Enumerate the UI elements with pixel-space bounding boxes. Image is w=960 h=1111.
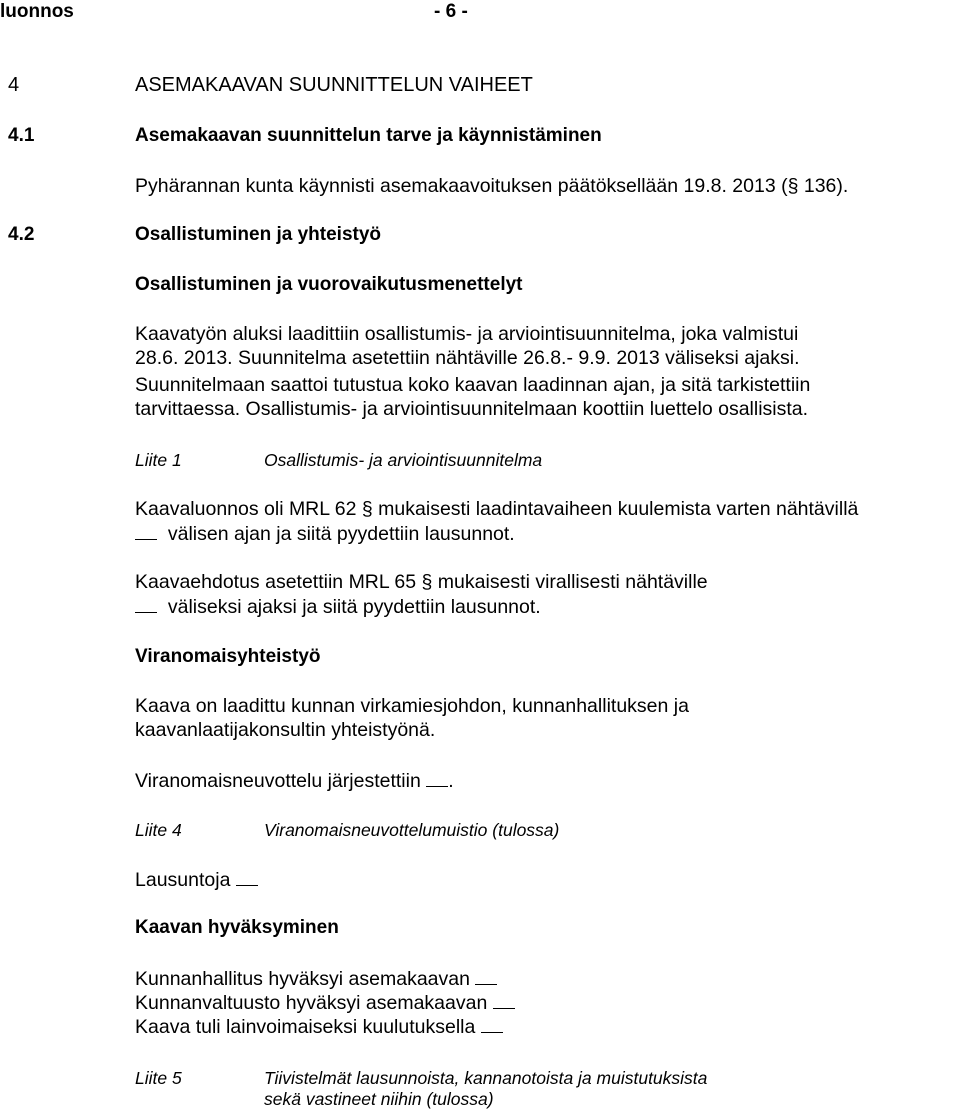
blank-field	[135, 594, 157, 613]
header-rule	[0, 25, 960, 27]
section-number: 4.1	[8, 125, 35, 146]
heading-number: 4	[8, 74, 20, 96]
header-section-label: luonnos	[0, 1, 74, 22]
paragraph-line	[135, 594, 541, 619]
paragraph-text: Kunnanhallitus hyväksyi asemakaavan	[135, 968, 470, 990]
blank-field	[493, 990, 515, 1009]
appendix-label: Liite 1	[135, 450, 182, 470]
paragraph-text: Kaava tuli lainvoimaiseksi kuulutuksella	[135, 1016, 476, 1038]
paragraph-line: Kaavaluonnos oli MRL 62 § mukaisesti laadintavaiheen kuulemista varten nähtävillä	[135, 498, 859, 520]
blank-field	[481, 1014, 503, 1033]
paragraph-line	[135, 1014, 503, 1039]
blank-field	[426, 768, 448, 787]
blank-field	[135, 521, 157, 540]
appendix-title: sekä vastineet niihin (tulossa)	[264, 1089, 494, 1109]
subheading: Viranomaisyhteistyö	[135, 646, 321, 667]
paragraph-text: väliseksi ajaksi ja siitä pyydettiin lausunnot.	[167, 596, 541, 618]
paragraph-line: tarvittaessa. Osallistumis- ja arviointisuunnitelmaan koottiin luettelo osallisista.	[135, 398, 809, 420]
section-title: Osallistuminen ja yhteistyö	[135, 224, 382, 245]
appendix-title: Osallistumis- ja arviointisuunnitelma	[264, 450, 543, 470]
appendix-title: Tiivistelmät lausunnoista, kannanotoista ja muistutuksista	[264, 1068, 708, 1088]
paragraph-line: 28.6. 2013. Suunnitelma asetettiin nähtäville 26.8.- 9.9. 2013 väliseksi ajaksi.	[135, 347, 800, 369]
blank-field	[475, 966, 497, 985]
paragraph-line	[135, 990, 515, 1015]
blank-field	[236, 867, 258, 886]
paragraph-text: Lausuntoja	[135, 869, 231, 891]
paragraph-start: Pyhärannan kunta käynnisti asemakaavoituksen päätöksellään 19.8. 2013 (§ 136).	[135, 175, 849, 197]
paragraph-line: Kaavaehdotus asetettiin MRL 65 § mukaisesti virallisesti nähtäville	[135, 571, 708, 593]
paragraph-line: kaavanlaatijakonsultin yhteistyönä.	[135, 719, 436, 741]
paragraph-text: välisen ajan ja siitä pyydettiin lausunnot.	[167, 523, 515, 545]
appendix-label: Liite 4	[135, 820, 182, 840]
paragraph-line	[135, 966, 497, 991]
paragraph-line: Kaava on laadittu kunnan virkamiesjohdon, kunnanhallituksen ja	[135, 695, 689, 717]
paragraph-line: Viranomaisneuvottelu järjestettiin .	[135, 770, 454, 792]
appendix-title: Viranomaisneuvottelumuistio (tulossa)	[264, 820, 560, 840]
paragraph-line: Kaavatyön aluksi laadittiin osallistumis- ja arviointisuunnitelma, joka valmistui	[135, 323, 799, 345]
section-number: 4.2	[8, 224, 35, 245]
heading-title: ASEMAKAAVAN SUUNNITTELUN VAIHEET	[135, 74, 533, 96]
header-page-number: - 6 -	[434, 1, 468, 22]
paragraph-line: Suunnitelmaan saattoi tutustua koko kaavan laadinnan ajan, ja sitä tarkistettiin	[135, 374, 811, 396]
paragraph-line	[135, 521, 515, 546]
subheading: Osallistuminen ja vuorovaikutusmenettelyt	[135, 274, 523, 295]
paragraph-line	[135, 867, 258, 892]
section-title: Asemakaavan suunnittelun tarve ja käynnistäminen	[135, 125, 602, 146]
appendix-label: Liite 5	[135, 1068, 182, 1088]
paragraph-text: Viranomaisneuvottelu järjestettiin	[135, 770, 421, 792]
paragraph-text: Kunnanvaltuusto hyväksyi asemakaavan	[135, 992, 488, 1014]
subheading: Kaavan hyväksyminen	[135, 917, 339, 938]
page-header	[0, 0, 960, 24]
